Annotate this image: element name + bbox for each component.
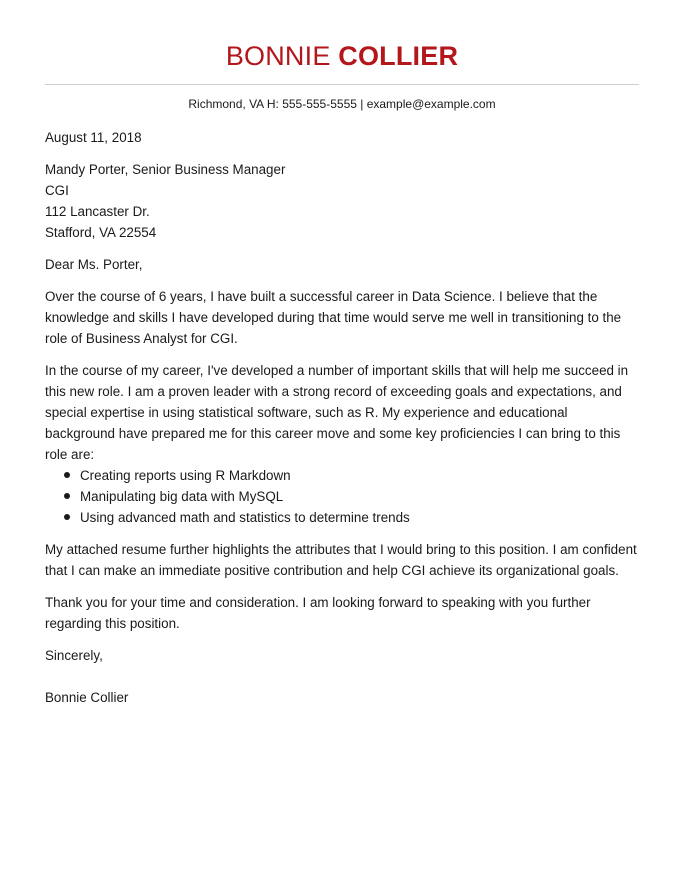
paragraph-resume: My attached resume further highlights the attributes that I would bring to this position. I am confident that I can make an immediate positive contribution and help CGI achieve its organizational goals. <box>45 542 637 578</box>
recipient-city-state-zip: Stafford, VA 22554 <box>45 225 157 240</box>
salutation: Dear Ms. Porter, <box>45 257 143 272</box>
first-name: BONNIE <box>225 41 331 71</box>
list-item-text: Using advanced math and statistics to determine trends <box>80 510 410 525</box>
bullet-icon <box>64 514 70 520</box>
list-item <box>80 507 640 528</box>
letter-body <box>45 127 640 708</box>
recipient-name-title: Mandy Porter, Senior Business Manager <box>45 162 286 177</box>
list-item-text: Manipulating big data with MySQL <box>80 489 284 504</box>
bullet-icon <box>64 472 70 478</box>
paragraph-intro: Over the course of 6 years, I have built a successful career in Data Science. I believe that the knowledge and skills I have developed during that time would serve me well in transitioning to the role of Business Analyst for CGI. <box>45 289 622 346</box>
list-item-text: Creating reports using R Markdown <box>80 468 291 483</box>
contact-info: Richmond, VA H: 555-555-5555 | example@example.com <box>188 97 496 111</box>
closing: Sincerely, <box>45 648 103 663</box>
paragraph-thanks: Thank you for your time and consideration. I am looking forward to speaking with you further regarding this position. <box>45 595 591 631</box>
list-item <box>80 486 640 507</box>
signature-name: Bonnie Collier <box>45 690 129 705</box>
bullet-icon <box>64 493 70 499</box>
recipient-street: 112 Lancaster Dr. <box>45 204 150 219</box>
recipient-company: CGI <box>45 183 69 198</box>
proficiency-list <box>45 465 640 528</box>
header-divider <box>45 84 639 85</box>
last-name: COLLIER <box>338 41 459 71</box>
applicant-name-heading <box>0 40 684 72</box>
recipient-address <box>45 159 640 243</box>
letter-date: August 11, 2018 <box>45 130 142 145</box>
list-item <box>80 465 640 486</box>
paragraph-skills: In the course of my career, I've developed a number of important skills that will help me succeed in this new role. I am a proven leader with a strong record of exceeding goals and expectations, and special expertise in using statistical software, such as R. My experience and educational background have prepared me for this career move and some key proficiencies I can bring to this role are: <box>45 363 629 462</box>
